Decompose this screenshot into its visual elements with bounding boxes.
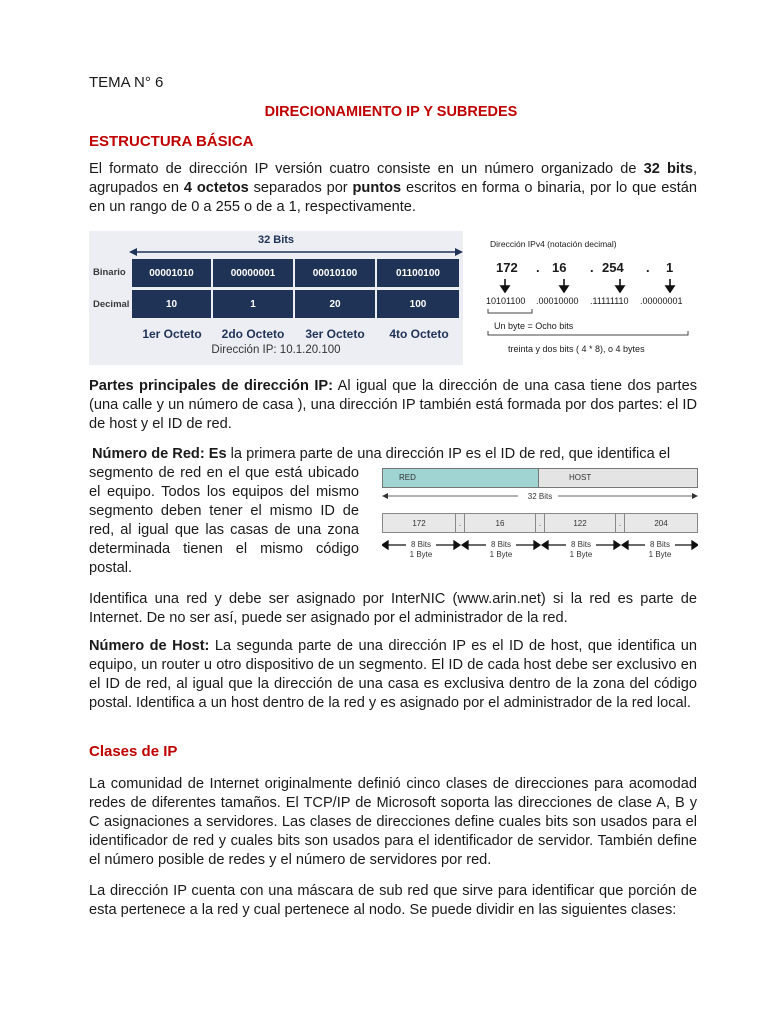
fig1-caption: Dirección IP: 10.1.20.100 [211,344,341,356]
byte-note: Un byte = Ocho bits [494,321,574,331]
bits-label: 8 Bits 1 Byte [569,540,593,559]
binary-cell: 01100100 [377,259,459,287]
octet-label: 4to Octeto [389,327,449,341]
bits-label: 8 Bits 1 Byte [489,540,513,559]
fig3-bits-label: 32 Bits [527,492,553,501]
tema-label: TEMA N° 6 [89,74,164,91]
decimal-cell: 1 [213,290,293,318]
paragraph-numero-host: Número de Host: La segunda parte de una dirección IP es el ID de host, que identifica un equipo, un router u otro dispositivo de un segmento. El ID de cada host debe ser exclusivo en el ID de red, al igual que la dirección de una casa es exclusiva dentro de la zona del código postal. Identifica a un host dentro de la red y es asignado por el administrador de la red local. [89,638,697,711]
paragraph-numero-red-rest: segmento de red en el que está ubicado el equipo. Todos los equipos del mismo segmento deben tener el mismo ID de red, al igual que las casas de una zona determinada tienen el mismo código postal. [89,465,359,576]
binary-value: .11111110 [590,296,629,306]
section-heading-estructura: ESTRUCTURA BÁSICA [89,133,254,150]
binary-value: .00010000 [536,296,579,306]
section-heading-clases: Clases de IP [89,743,178,760]
octet-label: 1er Octeto [142,327,202,341]
decimal-number: 254 [602,260,624,275]
red-host-figure [382,468,698,568]
octet-box: 122 [544,513,616,533]
dot-box: . [615,513,625,533]
octet-label: 2do Octeto [221,327,285,341]
ipv4-notation-figure [480,235,710,360]
binary-cell: 00000001 [213,259,293,287]
decimal-cell: 20 [295,290,375,318]
host-bar: HOST [538,468,698,488]
row-label-binario: Binario [93,267,126,278]
bits-note: treinta y dos bits ( 4 * 8), o 4 bytes [508,344,645,354]
decimal-number: 172 [496,260,518,275]
decimal-number: 1 [666,260,674,275]
octet-box: 172 [382,513,456,533]
fig1-title: 32 Bits [257,234,295,246]
fig1-arrow [129,245,463,259]
dot-box: . [535,513,545,533]
paragraph-formato: El formato de dirección IP versión cuatro consiste en un número organizado de 32 bits, agrupados en 4 octetos separados por puntos escritos en forma o binaria, por lo que están en un rango de 0 a 255 o de a 1, respectivamente. [89,161,697,215]
paragraph-numero-red-first: Número de Red: Es la primera parte de una dirección IP es el ID de red, que identifica el [92,446,671,462]
bits-label: 8 Bits 1 Byte [409,540,433,559]
dot: . [536,260,540,275]
main-title: DIRECIONAMIENTO IP Y SUBREDES [264,104,518,120]
dot: . [646,260,650,275]
octet-box: 204 [624,513,698,533]
paragraph-internic: Identifica una red y debe ser asignado por InterNIC (www.arin.net) si la red es parte de Internet. De no ser así, puede ser asignado por el administrador de la red. [89,591,697,626]
bits-label: 8 Bits 1 Byte [648,540,672,559]
octet-label: 3er Octeto [305,327,365,341]
decimal-number: 16 [552,260,567,275]
down-arrows [480,277,710,293]
paragraph-clases-1: La comunidad de Internet originalmente definió cinco clases de direcciones para acomodad redes de diferentes tamaños. El TCP/IP de Microsoft soporta las direcciones de clase A, B y C asignaciones a servidores. Las clases de direcciones define cuales bits son usados para el identificador de red y cuales bits son usados para el identificador de servidor. También define el número posible de redes y el número de servidores por red. [89,776,697,868]
row-label-decimal: Decimal [93,299,130,310]
decimal-cell: 10 [132,290,211,318]
dot-box: . [455,513,465,533]
red-bar: RED [382,468,539,488]
dot: . [590,260,594,275]
binary-value: .00000001 [640,296,683,306]
ip-structure-figure [89,231,463,365]
decimal-cell: 100 [377,290,459,318]
fig2-title: Dirección IPv4 (notación decimal) [490,239,617,249]
paragraph-partes: Partes principales de dirección IP: Al igual que la dirección de una casa tiene dos partes (una calle y un número de casa ), una dirección IP también está formada por dos partes: el ID de host y el ID de red. [89,378,697,432]
paragraph-clases-2: La dirección IP cuenta con una máscara de sub red que sirve para identificar que porción de esta pertenece a la red y cual pertenece al nodo. Se puede dividir en las siguientes clases: [89,883,697,918]
binary-cell: 00010100 [295,259,375,287]
binary-value: 10101100 [486,296,526,306]
binary-cell: 00001010 [132,259,211,287]
octet-box: 16 [464,513,536,533]
